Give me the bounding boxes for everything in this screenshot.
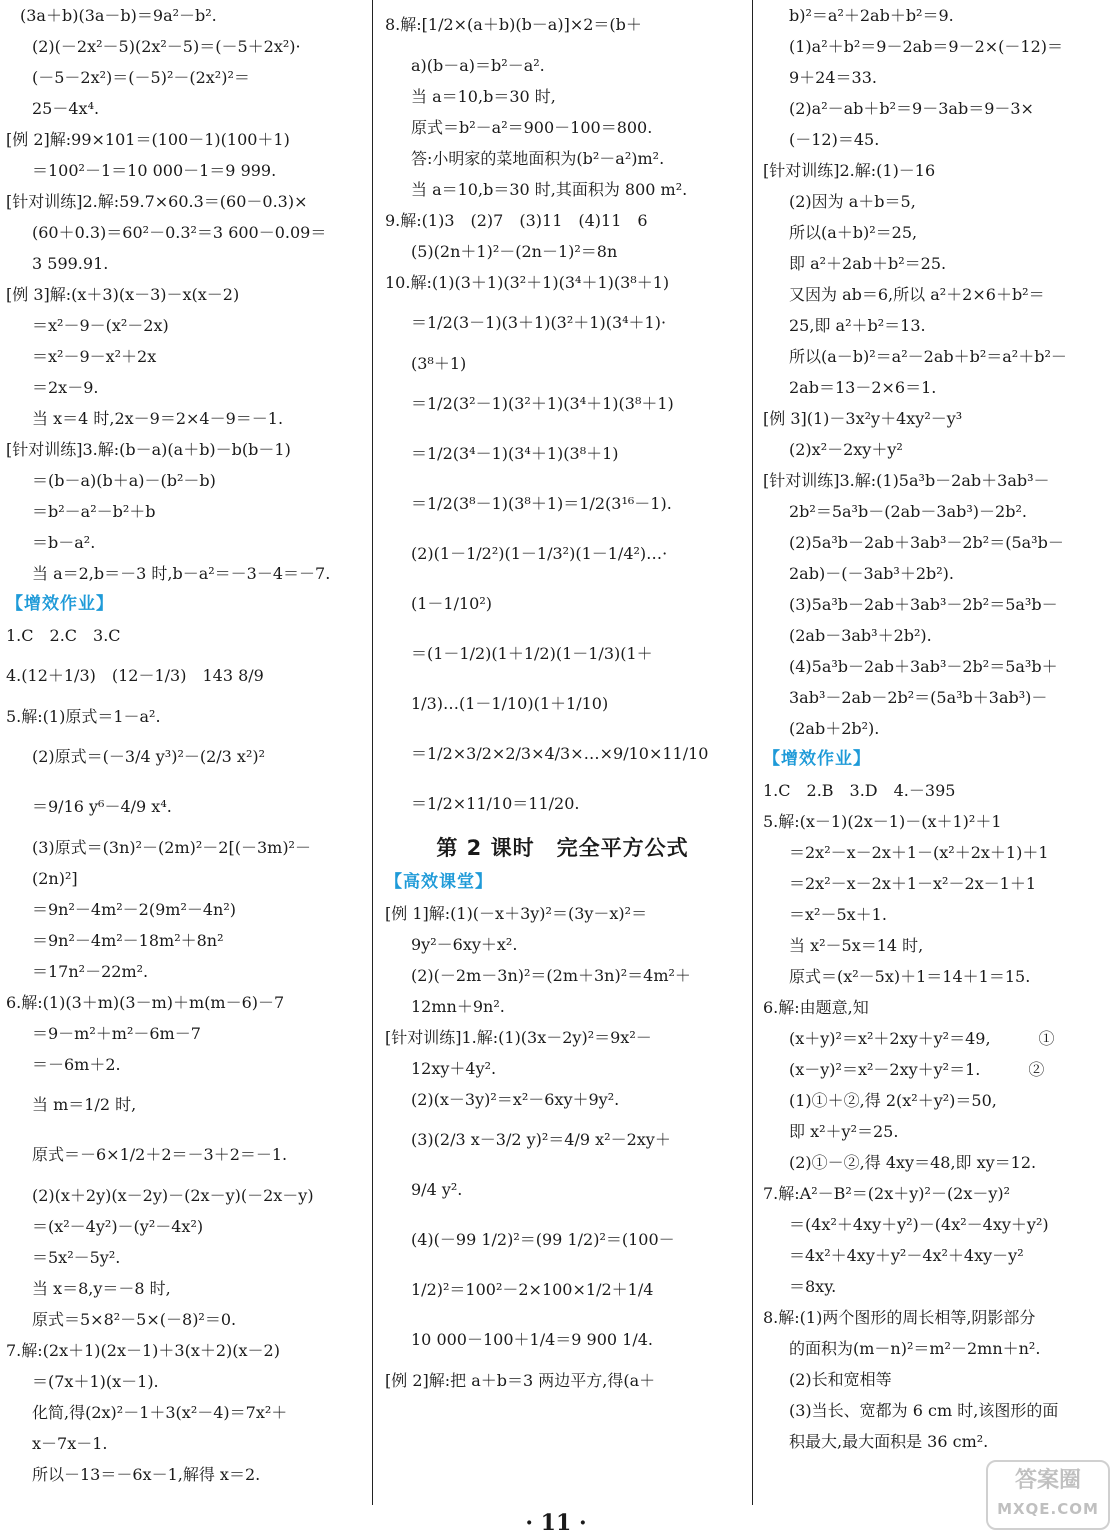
text-line: ＝1/2(3－1)(3＋1)(3²＋1)(3⁴＋1)· (411, 313, 667, 332)
text-line: (2ab－3ab³＋2b²). (789, 626, 932, 645)
text-line: (2)长和宽相等 (789, 1370, 892, 1389)
text-line: 化简,得(2x)²－1＋3(x²－4)＝7x²＋ (32, 1403, 288, 1422)
text-line: ＝2x²－x－2x＋1－(x²＋2x＋1)＋1 (789, 843, 1049, 862)
text-line: (2)(－2x²－5)(2x²－5)＝(－5＋2x²)· (32, 37, 301, 56)
text-line: (3)原式＝(3n)²－(2m)²－2[(－3m)²－ (32, 838, 311, 857)
text-line: 当 x＝8,y＝－8 时, (32, 1279, 171, 1298)
text-line: ＝(b－a)(b＋a)－(b²－b) (32, 471, 216, 490)
text-line: ＝x²－5x＋1. (789, 905, 887, 924)
watermark-logo (986, 1460, 1110, 1530)
text-line: ＝9－m²＋m²－6m－7 (32, 1024, 201, 1043)
text-line: ＝1/2(3⁸－1)(3⁸＋1)＝1/2(3¹⁶－1). (411, 494, 672, 513)
text-line: [例 2]解:99×101＝(100－1)(100＋1) (6, 130, 290, 149)
text-line: 答:小明家的菜地面积为(b²－a²)m². (411, 149, 665, 168)
text-line: ＝17n²－22m². (32, 962, 149, 981)
text-line: 5.解:(1)原式＝1－a². (6, 707, 161, 726)
text-line: 2ab＝13－2×6＝1. (789, 378, 937, 397)
text-line: 3 599.91. (32, 254, 109, 273)
text-line: [针对训练]3.解:(1)5a³b－2ab＋3ab³－ (763, 471, 1050, 490)
text-line: (2)(1－1/2²)(1－1/3²)(1－1/4²)…· (411, 544, 668, 563)
text-line: 25,即 a²＋b²＝13. (789, 316, 926, 335)
text-line: (2)a²－ab＋b²＝9－3ab＝9－3× (789, 99, 1034, 118)
text-line: ＝b－a². (32, 533, 96, 552)
text-line: ＝b²－a²－b²＋b (32, 502, 156, 521)
text-line: 6.解:由题意,知 (763, 998, 869, 1017)
text-line: 1.C 2.C 3.C (6, 626, 121, 645)
text-line: ＝1/2(3²－1)(3²＋1)(3⁴＋1)(3⁸＋1) (411, 394, 674, 413)
text-line: (2)(x－3y)²＝x²－6xy＋9y². (411, 1090, 620, 1109)
text-line: 9/4 y². (411, 1180, 463, 1199)
text-line: 又因为 ab＝6,所以 a²＋2×6＋b²＝ (789, 285, 1045, 304)
text-line: [例 3]解:(x＋3)(x－3)－x(x－2) (6, 285, 240, 304)
text-line: (2)(－2m－3n)²＝(2m＋3n)²＝4m²＋ (411, 966, 691, 985)
text-line: (2)①－②,得 4xy＝48,即 xy＝12. (789, 1153, 1037, 1172)
text-line: 所以(a＋b)²＝25, (789, 223, 918, 242)
text-line: 1/3)…(1－1/10)(1＋1/10) (411, 694, 609, 713)
text-line: ＝(7x＋1)(x－1). (32, 1372, 159, 1391)
text-line: (2n)²] (32, 869, 78, 888)
text-line: ＝(4x²＋4xy＋y²)－(4x²－4xy＋y²) (789, 1215, 1049, 1234)
text-line: 1.C 2.B 3.D 4.－395 (763, 781, 956, 800)
text-line: 9y²－6xy＋x². (411, 935, 518, 954)
page-number: · 11 · (525, 1510, 587, 1536)
text-line: b)²＝a²＋2ab＋b²＝9. (789, 6, 954, 25)
text-line: 2ab)－(－3ab³＋2b²). (789, 564, 954, 583)
text-line: ＝1/2(3⁴－1)(3⁴＋1)(3⁸＋1) (411, 444, 619, 463)
text-line: 当 m＝1/2 时, (32, 1095, 137, 1114)
text-line: [针对训练]1.解:(1)(3x－2y)²＝9x²－ (385, 1028, 652, 1047)
text-line: (1)a²＋b²＝9－2ab＝9－2×(－12)＝ (789, 37, 1064, 56)
text-line: (2ab＋2b²). (789, 719, 880, 738)
text-line: ＝2x²－x－2x＋1－x²－2x－1＋1 (789, 874, 1037, 893)
text-line: (3)当长、宽都为 6 cm 时,该图形的面 (789, 1401, 1059, 1420)
section-heading: 【高效课堂】 (385, 872, 493, 892)
text-line: ＝8xy. (789, 1277, 837, 1296)
text-line: [针对训练]2.解:(1)－16 (763, 161, 936, 180)
text-line: 当 a＝10,b＝30 时, (411, 87, 556, 106)
text-line: 6.解:(1)(3＋m)(3－m)＋m(m－6)－7 (6, 993, 285, 1012)
text-line: (2)因为 a＋b＝5, (789, 192, 916, 211)
text-line: (1－1/10²) (411, 594, 493, 613)
text-line: 当 a＝2,b＝－3 时,b－a²＝－3－4＝－7. (32, 564, 331, 583)
text-line: 8.解:[1/2×(a＋b)(b－a)]×2＝(b＋ (385, 15, 642, 34)
text-line: 当 x²－5x＝14 时, (789, 936, 924, 955)
text-line: 当 a＝10,b＝30 时,其面积为 800 m². (411, 180, 688, 199)
text-line: ＝2x－9. (32, 378, 99, 397)
text-line: ＝x²－9－(x²－2x) (32, 316, 169, 335)
text-line: 3ab³－2ab－2b²＝(5a³b＋3ab³)－ (789, 688, 1048, 707)
lesson-title: 第 2 课时 完全平方公式 (436, 836, 689, 860)
text-line: [例 1]解:(1)(－x＋3y)²＝(3y－x)²＝ (385, 904, 648, 923)
text-line: [针对训练]3.解:(b－a)(a＋b)－b(b－1) (6, 440, 291, 459)
watermark-text: 答案圈 (1014, 1468, 1081, 1493)
text-line: 原式＝(x²－5x)＋1＝14＋1＝15. (789, 967, 1031, 986)
column-middle (385, 0, 740, 1505)
text-line: 10.解:(1)(3＋1)(3²＋1)(3⁴＋1)(3⁸＋1) (385, 273, 670, 292)
section-heading: 【增效作业】 (6, 594, 114, 614)
text-line: 8.解:(1)两个图形的周长相等,阴影部分 (763, 1308, 1036, 1327)
text-line: 的面积为(m－n)²＝m²－2mn＋n². (789, 1339, 1041, 1358)
text-line: (4)(－99 1/2)²＝(99 1/2)²＝(100－ (411, 1230, 675, 1249)
text-line: 原式＝b²－a²＝900－100＝800. (411, 118, 653, 137)
text-line: a)(b－a)＝b²－a². (411, 56, 545, 75)
text-line: 原式＝－6×1/2＋2＝－3＋2＝－1. (32, 1145, 288, 1164)
text-line: 12xy＋4y². (411, 1059, 497, 1078)
text-line: ＝9n²－4m²－2(9m²－4n²) (32, 900, 236, 919)
text-line: (2)(x＋2y)(x－2y)－(2x－y)(－2x－y) (32, 1186, 314, 1205)
text-line: (2)x²－2xy＋y² (789, 440, 903, 459)
column-left (6, 0, 364, 1505)
text-line: ＝9/16 y⁶－4/9 x⁴. (32, 797, 172, 816)
text-line: (－12)＝45. (789, 130, 880, 149)
column-right (763, 0, 1111, 1505)
text-line: 5.解:(x－1)(2x－1)－(x＋1)²＋1 (763, 812, 1002, 831)
text-line: (1)①＋②,得 2(x²＋y²)＝50, (789, 1091, 997, 1110)
text-line: ＝(x²－4y²)－(y²－4x²) (32, 1217, 204, 1236)
text-line: ＝1/2×11/10＝11/20. (411, 794, 580, 813)
text-line: (3a＋b)(3a－b)＝9a²－b². (20, 6, 217, 25)
watermark-url: MXQE.COM (997, 1500, 1099, 1518)
text-line: (－5－2x²)＝(－5)²－(2x²)²＝ (32, 68, 250, 87)
text-line: x－7x－1. (32, 1434, 108, 1453)
text-line: 25－4x⁴. (32, 99, 100, 118)
text-line: ＝9n²－4m²－18m²＋8n² (32, 931, 224, 950)
text-line: ＝4x²＋4xy＋y²－4x²＋4xy－y² (789, 1246, 1024, 1265)
text-line: 即 a²＋2ab＋b²＝25. (789, 254, 947, 273)
text-line: (3⁸＋1) (411, 354, 467, 373)
text-line: 原式＝5×8²－5×(－8)²＝0. (32, 1310, 237, 1329)
text-line: (x＋y)²＝x²＋2xy＋y²＝49, ① (789, 1029, 1055, 1048)
text-line: (4)5a³b－2ab＋3ab³－2b²＝5a³b＋ (789, 657, 1058, 676)
text-line: ＝1/2×3/2×2/3×4/3×…×9/10×11/10 (411, 744, 709, 763)
text-line: 即 x²＋y²＝25. (789, 1122, 899, 1141)
text-line: (60＋0.3)＝60²－0.3²＝3 600－0.09＝ (32, 223, 327, 242)
text-line: (2)5a³b－2ab＋3ab³－2b²＝(5a³b－ (789, 533, 1064, 552)
text-line: 9.解:(1)3 (2)7 (3)11 (4)11 6 (385, 211, 648, 230)
text-line: [例 3](1)－3x²y＋4xy²－y³ (763, 409, 963, 428)
column-divider (752, 0, 753, 1505)
text-line: (2)原式＝(－3/4 y³)²－(2/3 x²)² (32, 747, 266, 766)
text-line: [针对训练]2.解:59.7×60.3＝(60－0.3)× (6, 192, 308, 211)
text-line: ＝x²－9－x²＋2x (32, 347, 157, 366)
text-line: 所以－13＝－6x－1,解得 x＝2. (32, 1465, 261, 1484)
text-line: 当 x＝4 时,2x－9＝2×4－9＝－1. (32, 409, 284, 428)
text-line: 4.(12＋1/3) (12－1/3) 143 8/9 (6, 666, 264, 685)
text-line: 所以(a－b)²＝a²－2ab＋b²＝a²＋b²－ (789, 347, 1067, 366)
text-line: 1/2)²＝100²－2×100×1/2＋1/4 (411, 1280, 654, 1299)
text-line: (5)(2n＋1)²－(2n－1)²＝8n (411, 242, 618, 261)
text-line: 积最大,最大面积是 36 cm². (789, 1432, 989, 1451)
text-line: (x－y)²＝x²－2xy＋y²＝1. ② (789, 1060, 1045, 1079)
text-line: 10 000－100＋1/4＝9 900 1/4. (411, 1330, 654, 1349)
text-line: (3)5a³b－2ab＋3ab³－2b²＝5a³b－ (789, 595, 1058, 614)
text-line: 2b²＝5a³b－(2ab－3ab³)－2b². (789, 502, 1027, 521)
text-line: 7.解:A²－B²＝(2x＋y)²－(2x－y)² (763, 1184, 1011, 1203)
text-line: ＝－6m＋2. (32, 1055, 121, 1074)
text-line: 9＋24＝33. (789, 68, 877, 87)
text-line: ＝5x²－5y². (32, 1248, 121, 1267)
text-line: (3)(2/3 x－3/2 y)²＝4/9 x²－2xy＋ (411, 1130, 671, 1149)
column-divider (372, 0, 373, 1505)
text-line: [例 2]解:把 a＋b＝3 两边平方,得(a＋ (385, 1371, 656, 1390)
text-line: ＝100²－1＝10 000－1＝9 999. (32, 161, 277, 180)
section-heading: 【增效作业】 (763, 749, 871, 769)
text-line: ＝(1－1/2)(1＋1/2)(1－1/3)(1＋ (411, 644, 653, 663)
text-line: 7.解:(2x＋1)(2x－1)＋3(x＋2)(x－2) (6, 1341, 280, 1360)
text-line: 12mn＋9n². (411, 997, 505, 1016)
